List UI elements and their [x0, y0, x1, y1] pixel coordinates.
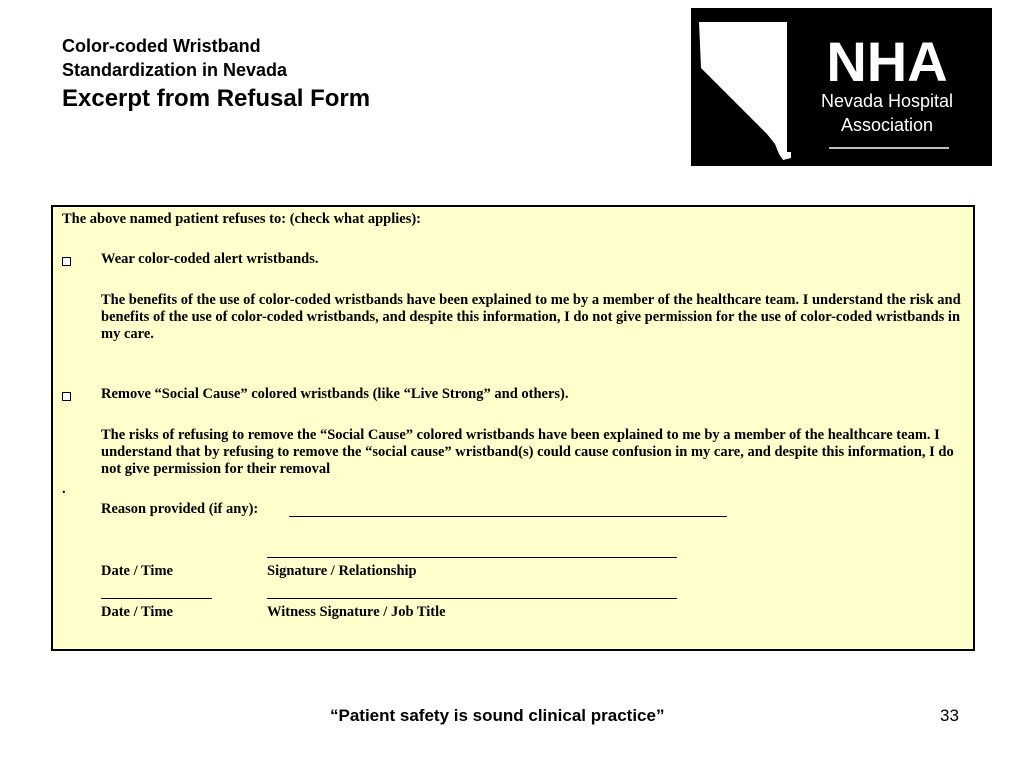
nha-logo	[691, 8, 992, 166]
signature-line[interactable]	[267, 557, 677, 558]
logo-acronym: NHA	[826, 30, 948, 93]
option-2-text: The risks of refusing to remove the “Social Cause” colored wristbands have been explained to me by a member of the healthcare team. I understand that by refusing to remove the “social cause” wristband(s) could cause confusion in my care, and despite this information, I do not give permission for their removal	[101, 427, 954, 477]
bullet-dot: .	[62, 481, 66, 497]
witness-signature-label: Witness Signature / Job Title	[267, 604, 446, 620]
form-intro: The above named patient refuses to: (check what applies):	[62, 211, 421, 227]
logo-name-line-1: Nevada Hospital	[820, 91, 954, 111]
reason-label: Reason provided (if any):	[101, 501, 259, 517]
page-number: 33	[940, 706, 959, 725]
checkbox-social-cause[interactable]	[62, 392, 71, 401]
refusal-form-excerpt	[51, 205, 975, 651]
option-1-label: Wear color-coded alert wristbands.	[101, 251, 319, 267]
reason-input-line[interactable]	[289, 516, 727, 517]
logo-name-line-2: Association	[840, 115, 934, 135]
signature-relationship-label: Signature / Relationship	[267, 563, 417, 579]
slide-title	[62, 34, 370, 116]
footer-quote: “Patient safety is sound clinical practice”	[330, 706, 665, 725]
title-line-1: Color-coded Wristband	[62, 36, 261, 56]
title-line-2: Standardization in Nevada	[62, 60, 288, 80]
witness-signature-line[interactable]	[267, 598, 677, 599]
date-time-line-2[interactable]	[101, 598, 212, 599]
date-time-label-1: Date / Time	[101, 563, 173, 579]
option-1-text: The benefits of the use of color-coded wristbands have been explained to me by a member of the healthcare team. I understand the risk and benefits of the use of color-coded wristbands, and despite this information, I do not give permission for the use of color-coded wristbands in my care.	[101, 292, 961, 342]
checkbox-wristbands[interactable]	[62, 257, 71, 266]
title-line-3: Excerpt from Refusal Form	[62, 85, 371, 112]
date-time-label-2: Date / Time	[101, 604, 173, 620]
option-2-label: Remove “Social Cause” colored wristbands (like “Live Strong” and others).	[101, 386, 569, 402]
